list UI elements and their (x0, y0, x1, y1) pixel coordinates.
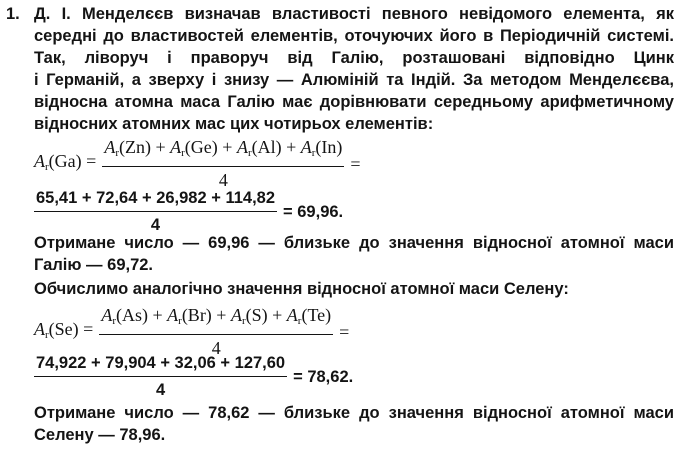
result: = 69,96. (283, 202, 344, 221)
denominator: 4 (218, 170, 228, 190)
result: = 78,62. (293, 367, 354, 386)
result-line: Галію — 69,72. (34, 256, 154, 274)
equals-sign: = (350, 153, 361, 174)
fraction (99, 304, 333, 359)
exercise-number: 1. (6, 5, 20, 23)
intro-line: Обчислимо аналогічно значення відносної атомної маси Селену: (34, 280, 569, 298)
intro-paragraph (34, 3, 674, 135)
result-line: Отримане число — 69,96 — близьке до значення відносної атомної маси (34, 234, 674, 252)
gallium-result (34, 232, 674, 276)
formula-lhs: $A_r(Ga)$ = (34, 150, 97, 173)
selenium-formula (34, 304, 349, 359)
formula-lhs: $A_r(Se)$ = (34, 318, 94, 341)
numerator: 65,41 + 72,64 + 26,982 + 114,82 (34, 187, 277, 212)
intro-line: Д. І. Менделєєв визначав властивості певного невідомого елемента, як (34, 5, 674, 23)
denominator: 4 (150, 216, 161, 234)
result-line: Отримане число — 78,62 — близьке до значення відносної атомної маси (34, 404, 674, 422)
numerator: $A_r(Zn) + A_r(Ge) + A_r(Al) + A_r(In)$ (102, 136, 344, 167)
numerator: 74,922 + 79,904 + 32,06 + 127,60 (34, 352, 287, 377)
intro-line: відносна атомна маса Галію має дорівнювати середньому арифметичному (34, 93, 674, 111)
selenium-result (34, 402, 674, 446)
fraction (34, 352, 287, 401)
intro-line: Так, ліворуч і праворуч від Галію, розташовані відповідно Цинк (34, 49, 674, 67)
fraction (102, 136, 344, 191)
intro-line: відносних атомних мас цих чотирьох елементів: (34, 115, 434, 133)
equals-sign: = (339, 321, 350, 342)
selenium-intro (34, 278, 674, 300)
selenium-numeric (34, 352, 353, 401)
gallium-formula (34, 136, 361, 191)
gallium-numeric (34, 187, 343, 236)
denominator: 4 (211, 338, 221, 358)
fraction (34, 187, 277, 236)
result-line: Селену — 78,96. (34, 426, 166, 444)
numerator: $A_r(As) + A_r(Br) + A_r(S) + A_r(Te)$ (99, 304, 333, 335)
intro-line: і Германій, а зверху і знизу — Алюміній та Індій. За методом Менделєєва, (34, 71, 674, 89)
denominator: 4 (155, 381, 166, 399)
intro-line: середні до властивостей елементів, оточуючих його в Періодичній системі. (34, 27, 674, 45)
